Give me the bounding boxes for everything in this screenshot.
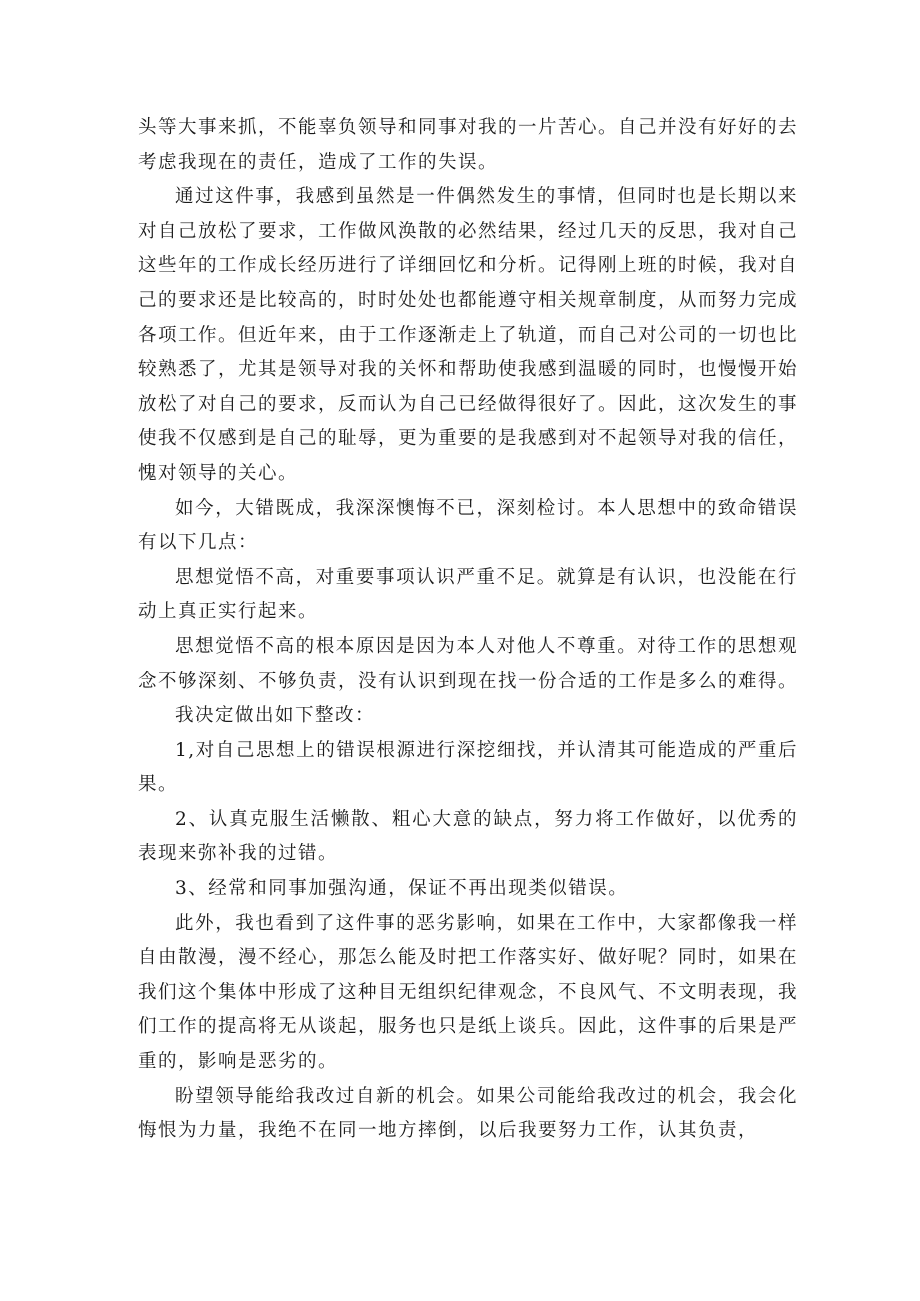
document-body (138, 111, 798, 1149)
paragraph-continuation: 头等大事来抓，不能辜负领导和同事对我的一片苦心。自己并没有好好的去考虑我现在的责任，造成了工作的失误。 (138, 117, 799, 173)
paragraph-impact: 此外，我也看到了这件事的恶劣影响，如果在工作中，大家都像我一样自由散漫，漫不经心，那怎么能及时把工作落实好、做好呢？同时，如果在我们这个集体中形成了这种目无组织纪律观念，不良风气、不文明表现，我们工作的提高将无从谈起，服务也只是纸上谈兵。因此，这件事的后果是严重的，影响是恶劣的。 (138, 912, 799, 1073)
paragraph-mistake-2: 思想觉悟不高的根本原因是因为本人对他人不尊重。对待工作的思想观念不够深刻、不够负责，没有认识到现在找一份合适的工作是多么的难得。 (138, 635, 799, 692)
paragraph-mistake-1: 思想觉悟不高，对重要事项认识严重不足。就算是有认识，也没能在行动上真正实行起来。 (138, 566, 798, 623)
list-item-rectification-2: 2、认真克服生活懒散、粗心大意的缺点，努力将工作做好，以优秀的表现来弥补我的过错。 (138, 808, 798, 865)
paragraph-mistakes-intro: 如今，大错既成，我深深懊悔不已，深刻检讨。本人思想中的致命错误有以下几点： (138, 497, 798, 554)
list-item-rectification-3: 3、经常和同事加强沟通，保证不再出现类似错误。 (175, 878, 629, 900)
list-item-rectification-1: 1,对自己思想上的错误根源进行深挖细找，并认清其可能造成的严重后果。 (138, 739, 798, 796)
paragraph-reflection: 通过这件事，我感到虽然是一件偶然发生的事情，但同时也是长期以来对自己放松了要求，工作做风涣散的必然结果，经过几天的反思，我对自己这些年的工作成长经历进行了详细回忆和分析。记得刚上班的时候，我对自己的要求还是比较高的，时时处处也都能遵守相关规章制度，从而努力完成各项工作。但近年来，由于工作逐渐走上了轨道，而自己对公司的一切也比较熟悉了，尤其是领导对我的关怀和帮助使我感到温暖的同时，也慢慢开始放松了对自己的要求，反而认为自己已经做得很好了。因此，这次发生的事使我不仅感到是自己的耻辱，更为重要的是我感到对不起领导对我的信任，愧对领导的关心。 (138, 186, 799, 484)
paragraph-rectification-intro: 我决定做出如下整改： (175, 705, 376, 727)
paragraph-plea: 盼望领导能给我改过自新的机会。如果公司能给我改过的机会，我会化悔恨为力量，我绝不在同一地方摔倒，以后我要努力工作，认其负责， (138, 1085, 798, 1142)
